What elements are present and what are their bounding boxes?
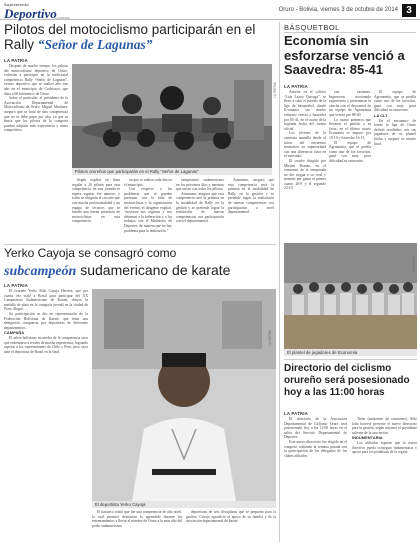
article2-column-2 <box>329 90 371 240</box>
article1-headline-plain: Pilotos del motociclismo participarán en el Rally <box>4 22 256 52</box>
article1-column-5 <box>228 178 274 242</box>
article2-column-1 <box>284 90 326 240</box>
article3-subhead: CAMPAÑA <box>4 330 25 336</box>
article3-paragraph: El atleta boliviano en medio de la competencia tuvo que enfrentarse a rivales de mucha experiencia, logrando superar a los representantes de Chile y Perú, pero cayó ante el deportista de Brasil en la final. <box>4 335 88 354</box>
article3-paragraph: El orureño Yerko Aldo Cayoja Herrera, que por cuarta vez viajó a Brasil para participar del XX Campeonato Sudamericano de Karate, obtuvo la medalla de plata en la categoría juvenil en la ciudad de Porto Alegre. <box>4 289 88 312</box>
article2-photo <box>284 243 417 349</box>
article1-paragraph: Asimismo, aseguró que esta competencia será la primera en la modalidad de Rally en la gestión y se pretende lograr la realización de nuevas competencias con participación a nivel departamental. <box>176 191 224 224</box>
article1-photo <box>72 64 272 168</box>
article1-paragraph: Con respecto a las problemas que se pueden presentar con la falta de motociclistas y la organización del evento, el dirigente explicó, “nosotros nos regimos y nos debemos a la federación y a los trabajos con el Ministerio de Deportes, de manera que no hay problema para la realización.” <box>124 187 172 233</box>
article2-paragraph: El equipo de Agronomía, que se perfila como uno de los favoritos, ganó con muy poca dificultad su encuentro. <box>329 140 371 163</box>
article3-headline-bottom <box>4 263 274 279</box>
article3-photo <box>92 289 276 501</box>
motocross-riders-image <box>72 64 272 168</box>
article2-photo-credit: LA PATRIA <box>412 256 416 272</box>
article2-column-3 <box>374 90 416 240</box>
article3-photo-credit: LA PATRIA <box>268 330 272 346</box>
article4-paragraph: Tiene (asistentes de reuniones). Sólo falta hacerse presente el nuevo directorio para la gestión, según informó el presidente saliente de la asociación. <box>352 417 417 435</box>
article1-column-4 <box>176 178 224 242</box>
article4-byline: LA PATRIA <box>284 411 308 416</box>
article3-column-2 <box>92 510 182 542</box>
article3-paragraph: Su participación se dio en representación de la Federación Boliviana de Karate, que tenía una delegación compuesta por deportistas de diferentes departamentos. <box>4 311 88 330</box>
article1-byline: LA PATRIA <box>4 58 28 63</box>
article4-headline: Directorio del ciclismo orureño será posesionado hoy a las 11:00 horas <box>284 363 410 398</box>
article1-paragraph: Según explicó en línea regular a 20 pilotos para esta competencia, en esta jornada se espera superar ese número, y todos se dirigirán al circuito que con mucha profesionalidad y un equipo de técnicos que se brindó una buena presencia de motociclistas en esta competencia. <box>72 178 120 224</box>
article3-paragraph: El karateca relató que fue una competencia de alto nivel, la cual permitió demostrar lo aprendido durante los entrenamientos y llevar el nombre de Oruro a lo más alto del podio sudamericano. <box>92 510 182 528</box>
basketball-team-image <box>284 243 417 349</box>
article2-paragraph: Lo cuatro primeros que llevaron el partido a su favor, en el último cuarto Economía se impuso por 19-10 y Saavedra 16-13. <box>329 117 371 140</box>
article3-headline-highlight: subcampeón <box>4 264 77 279</box>
issue-date: Oruro - Bolivia, viernes 3 de octubre de 2014 <box>278 7 398 13</box>
article3-byline: LA PATRIA <box>4 283 28 288</box>
article1-photo-credit: LA PATRIA <box>273 82 277 98</box>
article2-byline: LA PATRIA <box>284 84 308 89</box>
article3-column-3 <box>186 510 276 542</box>
article1-caption: Pilotos orureños que participarán en el Rally “Señor de Lagunas” <box>72 168 272 175</box>
article2-paragraph: Anoche en el coliseo “Luis Lazzo Quiroga”, se llevó a cabo el partido de la liga de básquetbol, donde Economía sin mucho esfuerzo venció a Saavedra por 85-41, en el cuarto de la segunda fecha del torneo oficial. <box>284 90 326 131</box>
article1-column-2 <box>72 178 120 242</box>
article4-subhead: INDUMENTARIA <box>352 435 383 441</box>
article4-paragraph: El directorio de la Asociación Departamental de Ciclismo Oruro será posesionado hoy a las 11:00 horas en el salón del Servicio Departamental de Deportes. <box>284 417 347 440</box>
article3-caption: El deportista Yerko Cayoja <box>92 501 276 508</box>
masthead-logo: Deportivo <box>4 6 57 21</box>
article2-subhead: LA CLT <box>374 112 388 118</box>
column-divider <box>279 22 280 542</box>
karate-athlete-image <box>92 289 276 501</box>
article2-caption: El plantel de jugadores de Economía <box>284 349 417 356</box>
article2-paragraph: El cuadro dirigido por Miriam Roman, en el comienzo de la temporada no dio tregua a su rival y terminó por ganar el primer cuarto 26-9 y el segundo 22-10. <box>284 158 326 191</box>
section-rule <box>284 359 417 360</box>
article4-paragraph: Este nuevo directorio fue elegido en el congreso realizado la semana pasada con la participación de los delegados de los clubes afiliados. <box>284 439 347 458</box>
article3-headline-rest: sudamericano de karate <box>80 262 231 278</box>
article3-headline-top: Yerko Cayoja se consagró como <box>4 246 177 260</box>
article1-paragraph: Sobre el particular, el presidente de la Asociación Departamental de Motociclismo de Oruro, Miguel Martínez, aseguró que se trata de una competencia que no se debe pasar por alto, ya que se busca que los pilotos de la categoría puedan adquirir más experiencia y ritmo competitivo. <box>4 96 68 133</box>
article1-paragraph: en que se realiza cada año en el municipio. <box>124 178 172 187</box>
article1-paragraph: Asimismo, aseguró que esta competencia será la primera en la modalidad de Rally en la gestión y se pretende lograr la realización de nuevas competencias con participación a nivel departamental. <box>228 178 274 215</box>
article3-column-1 <box>4 289 88 541</box>
article1-column-1 <box>4 64 68 239</box>
article1-column-3 <box>124 178 172 242</box>
section-rule <box>4 244 276 245</box>
article4-column-1 <box>284 417 347 542</box>
article1-paragraph: Después de mucho tiempo, los pilotos del motociclismo deportivo de Oruro, volverán a participar en la tradicional competencia Rally “Señor de Lagunas”, evento deportivo que se realiza año tras año en el municipio de Cochiraya, que dista a 60 kilómetros de Oruro. <box>4 64 68 96</box>
article1-headline-highlight: “Señor de Lagunas” <box>37 36 153 52</box>
section-tag: BÁSQUETBOL <box>284 23 340 32</box>
logo-sub: LA PATRIA <box>55 16 70 20</box>
article1-paragraph: campeonato sudamericano en los próximos días y tenemos que asistir con todos los pilotos. <box>176 178 224 192</box>
article2-paragraph: con variantes. Ingresaron mostrando experiencia y presentaron la cancha con el descontrol de un equipo de Agronomía que venció por 88-40. <box>329 90 371 117</box>
article4-column-2 <box>352 417 417 542</box>
article4-paragraph: Los afiliados esperan que la nueva directiva pueda conseguir indumentaria y apoyo para los pedalistas de la región. <box>352 440 417 455</box>
page-number: 3 <box>402 4 416 17</box>
article2-paragraph: El equipo de Agronomía, que se perfila como uno de los favoritos, ganó con muy poca dificultad su encuentro. <box>374 90 416 113</box>
article2-headline: Economía sin esforzarse venció a Saavedra: 85-41 <box>284 33 405 77</box>
article2-paragraph: En el encuentro de fondo la liga de Oruro definió resultados con sus jugadores de su plantel titular y aseguró su triunfo final. <box>374 118 416 146</box>
article1-headline <box>4 23 274 53</box>
logo-kicker: Suplemento <box>4 2 29 7</box>
article2-paragraph: Los jóvenes de la camiseta amarilla desde el inicio del encuentro mostraron su superioridad con una diferencia clara en el marcador. <box>284 131 326 159</box>
article3-paragraph: deportistas de seis disciplinas que se preparan para la gestión. Cayoja agradeció el apoyo de su familia y de la asociación departamental de karate. <box>186 510 276 524</box>
